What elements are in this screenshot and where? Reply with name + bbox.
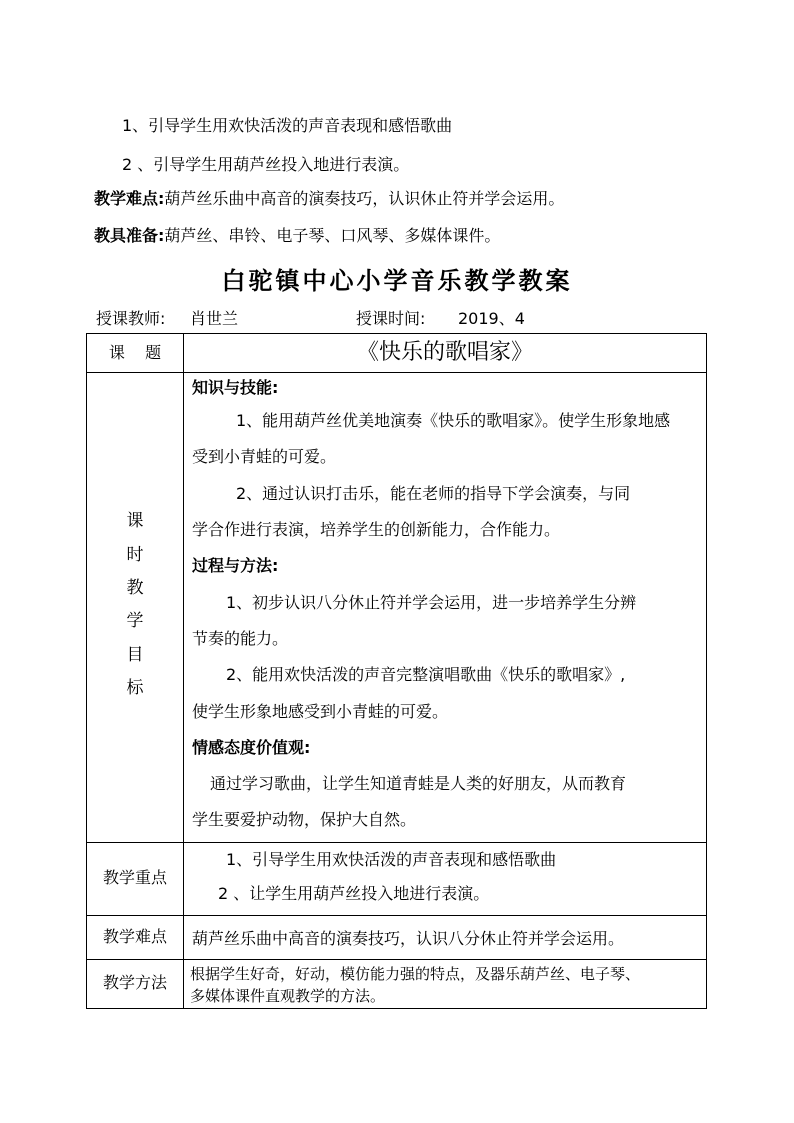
teacher-label: 授课教师:: [96, 309, 166, 328]
tools-text: 葫芦丝、串铃、电子琴、口风琴、多媒体课件。: [164, 226, 501, 245]
difficulty-label: 教学难点:: [94, 189, 165, 208]
knowledge-heading: 知识与技能:: [192, 378, 279, 397]
process-item-1: 1、初步认识八分休止符并学会运用，进一步培养学生分辨: [226, 593, 637, 612]
page-title: 白驼镇中心小学音乐教学教案: [221, 266, 573, 295]
table-border-top: [86, 333, 707, 334]
emotion-text-cont: 学生要爱护动物，保护大自然。: [192, 810, 417, 829]
process-item-2: 2、能用欢快活泼的声音完整演唱歌曲《快乐的歌唱家》,: [226, 665, 626, 684]
tools-line: [94, 226, 500, 246]
emotion-text: 通过学习歌曲，让学生知道青蛙是人类的好朋友，从而教育: [210, 774, 627, 793]
tools-label: 教具准备:: [94, 226, 165, 245]
key-points-label: 教学重点: [102, 868, 167, 887]
objectives-label-char: 课: [126, 511, 144, 531]
goal-line-1: 1、引导学生用欢快活泼的声音表现和感悟歌曲: [122, 116, 453, 135]
objectives-label-char: 时: [126, 545, 144, 565]
table-divider: [86, 915, 707, 916]
process-item-2-cont: 使学生形象地感受到小青蛙的可爱。: [192, 702, 449, 721]
process-heading: 过程与方法:: [192, 556, 279, 575]
table-divider: [86, 372, 707, 373]
time-value: 2019、4: [458, 309, 525, 328]
table-divider: [86, 959, 707, 960]
difficulty-text: 葫芦丝乐曲中高音的演奏技巧，认识休止符并学会运用。: [164, 189, 565, 208]
objectives-label-char: 目: [126, 645, 144, 665]
table-column-divider: [183, 333, 184, 1008]
key-point-2: 2 、让学生用葫芦丝投入地进行表演。: [218, 884, 490, 903]
method-text: 根据学生好奇，好动，模仿能力强的特点，及器乐葫芦丝、电子琴、: [190, 965, 641, 983]
knowledge-item-1: 1、能用葫芦丝优美地演奏《快乐的歌唱家》。使学生形象地感: [236, 411, 671, 430]
emotion-heading: 情感态度价值观:: [192, 738, 311, 757]
difficulty-row-text: 葫芦丝乐曲中高音的演奏技巧，认识八分休止符并学会运用。: [192, 929, 625, 948]
table-border-right: [706, 333, 707, 1008]
time-label: 授课时间:: [356, 309, 426, 328]
process-item-1-cont: 节奏的能力。: [192, 629, 289, 648]
difficulty-line: [94, 189, 564, 209]
topic-label: 课 题: [108, 343, 162, 362]
knowledge-item-1-cont: 受到小青蛙的可爱。: [192, 447, 337, 466]
table-border-bottom: [86, 1008, 707, 1009]
key-point-1: 1、引导学生用欢快活泼的声音表现和感悟歌曲: [226, 850, 557, 869]
difficulty-row-label: 教学难点: [102, 927, 167, 946]
objectives-label-char: 学: [126, 611, 144, 631]
method-label: 教学方法: [102, 973, 167, 992]
knowledge-item-2-cont: 学合作进行表演，培养学生的创新能力，合作能力。: [192, 520, 561, 539]
objectives-label-char: 标: [126, 678, 144, 698]
goal-line-2: 2 、引导学生用葫芦丝投入地进行表演。: [122, 155, 410, 174]
table-border-left: [86, 333, 87, 1008]
teacher-name: 肖世兰: [190, 309, 239, 328]
knowledge-item-2: 2、通过认识打击乐，能在老师的指导下学会演奏，与同: [236, 484, 631, 503]
objectives-label-char: 教: [126, 578, 144, 598]
table-divider: [86, 842, 707, 843]
method-text-cont: 多媒体课件直观教学的方法。: [190, 987, 386, 1005]
topic-value: 《快乐的歌唱家》: [356, 340, 533, 365]
